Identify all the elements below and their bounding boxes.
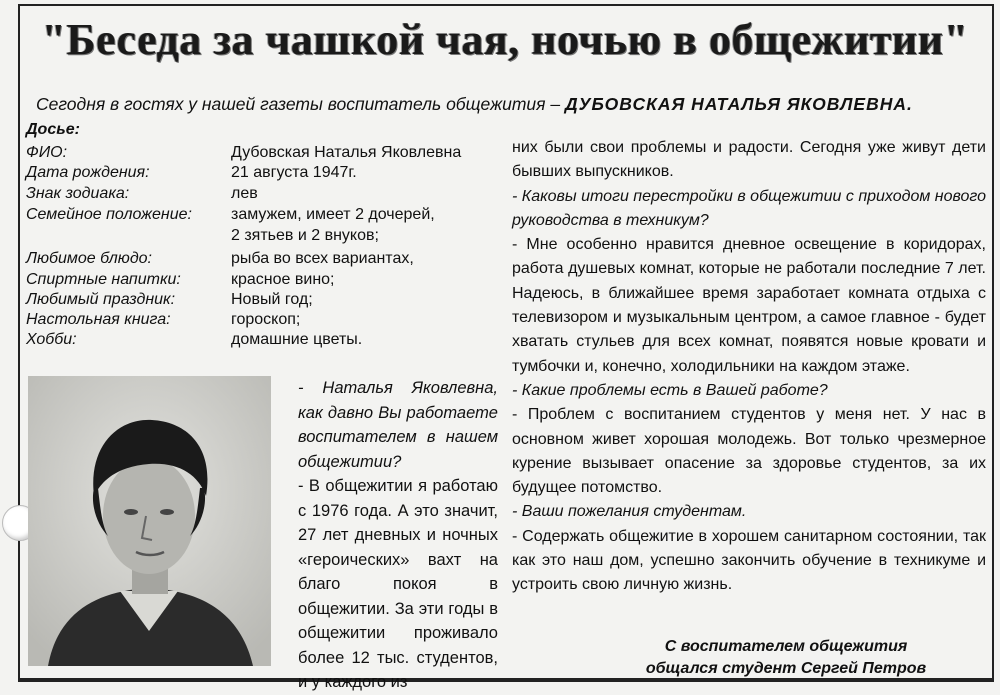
headline: "Беседа за чашкой чая, ночью в общежитии" [41,15,969,64]
signature [596,636,976,680]
right-column-text [512,136,986,598]
intro-lead: Сегодня в гостях у нашей газеты воспитатель общежития – [36,94,565,114]
answer-3: - Проблем с воспитанием студентов у меня нет. У нас в основном живет хорошая молодежь. Вот только чрезмерное курение вызывает опасение за здоровье студентов, за их будущее потомство. [512,406,986,497]
portrait-photo [28,376,271,666]
bottom-divider [18,680,994,688]
answer-1: - В общежитии я работаю с 1976 года. А это значит, 27 лет дневных и ночных «героических» вахт на благо покоя в общежитии. За эти годы в общежитии проживало более 12 тыс. студентов, и у каждого из [298,477,498,691]
dossier-title: Досье: [26,121,80,138]
question-2: - Каковы итоги перестройки в общежитии с приходом нового руководства в техникум? [512,187,987,229]
signature-line-2: общался студент Сергей Петров [645,660,927,677]
answer-4: - Содержать общежитие в хорошем санитарном состоянии, так как это наш дом, успешно закончить обучение в техникуме и устроить свою личную жизнь. [512,527,986,594]
answer-1-cont: них были свои проблемы и радости. Сегодня уже живут дети бывших выпускников. [512,139,986,181]
intro-line [36,94,986,115]
question-4: - Ваши пожелания студентам. [512,503,747,521]
signature-line-1: С воспитателем общежития [664,638,908,655]
intro-name: ДУБОВСКАЯ НАТАЛЬЯ ЯКОВЛЕВНА. [564,94,913,114]
left-column-text [298,376,498,695]
question-3: - Какие проблемы есть в Вашей работе? [512,381,828,399]
answer-2: - Мне особенно нравится дневное освещение в коридорах, работа душевых комнат, которые не работали последние 7 лет. Надеюсь, в ближайшее время заработает комната отдыха с телевизором и музыкальным центром, а самое главное - будет хватать стульев для всех комнат, появятся новые кровати и тумбочки и, конечно, холодильники на каждом этаже. [512,236,986,375]
question-1: - Наталья Яковлевна, как давно Вы работаете воспитателем в нашем общежитии? [298,379,498,471]
